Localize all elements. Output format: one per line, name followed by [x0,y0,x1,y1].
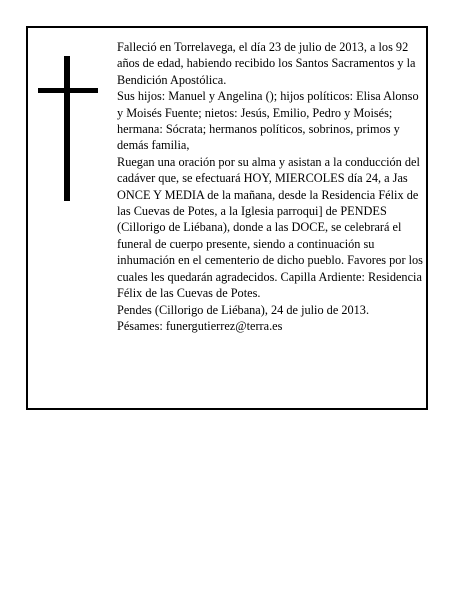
condolences-email: Pésames: funergutierrez@terra.es [117,318,283,333]
cross-vertical-bar [64,56,70,201]
death-announcement: Falleció en Torrelavega, el día 23 de julio de 2013, a los 92 años de edad, habiendo recibido los Santos Sacramentos y la Bendición Apostólica. [117,40,416,87]
obituary-notice [26,26,428,410]
place-and-date: Pendes (Cillorigo de Liébana), 24 de julio de 2013. [117,302,370,317]
obituary-text [117,39,423,334]
cross-horizontal-bar [38,88,98,93]
funeral-details: Ruegan una oración por su alma y asistan a la conducción del cadáver que, se efectuará HOY, MIERCOLES día 24, a Jas ONCE Y MEDIA de la mañana, desde la Residencia Félix de las Cuevas de Potes, a la Iglesia parroqui] de PENDES (Cillorigo de Liébana), donde a las DOCE, se celebrará el funeral de cuerpo presente, siendo a continuación su inhumación en el cementerio de dicho pueblo. Favores por los cuales les quedarán agradecidos. Capilla Ardiente: Residencia Félix de las Cuevas de Potes. [117,154,423,301]
latin-cross-icon [38,56,98,201]
family-list: Sus hijos: Manuel y Angelina (); hijos políticos: Elisa Alonso y Moisés Fuente; nietos: Jesús, Emilio, Pedro y Moisés; hermana: Sócrata; hermanos políticos, sobrinos, primos y demás familia, [117,89,419,153]
